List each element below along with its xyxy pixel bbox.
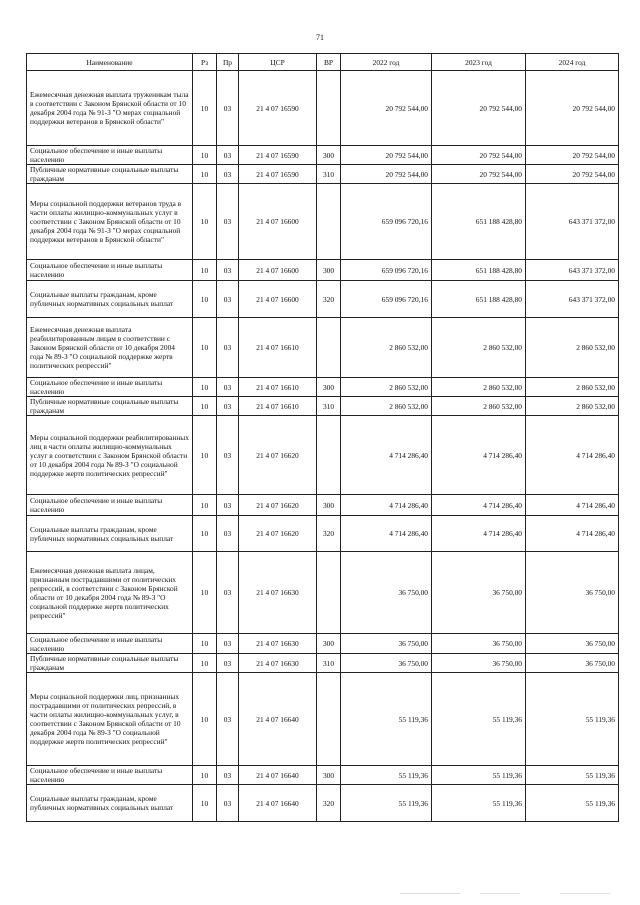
- cell-2023: 55 119,36: [432, 766, 526, 785]
- table-row: [27, 673, 619, 766]
- table-body: [27, 71, 619, 822]
- cell-name: Ежемесячная денежная выплата реабилитированным лицам в соответствии с Законом Брянской области от 10 декабря 2004 года № 89-З "О социальной поддержке жертв политических репрессий": [27, 318, 193, 378]
- table-row: [27, 785, 619, 822]
- cell-vr: 310: [317, 165, 341, 184]
- cell-pr: 03: [217, 416, 239, 495]
- cell-rz: 10: [193, 378, 217, 397]
- cell-vr: 310: [317, 654, 341, 673]
- cell-2023: 36 750,00: [432, 634, 526, 654]
- cell-vr: 300: [317, 766, 341, 785]
- cell-2024: 20 792 544,00: [526, 71, 619, 146]
- cell-2023: 2 860 532,00: [432, 378, 526, 397]
- cell-2024: 36 750,00: [526, 654, 619, 673]
- cell-csr: 21 4 07 16600: [239, 281, 317, 318]
- cell-2022: 55 119,36: [341, 766, 432, 785]
- cell-2024: 4 714 286,40: [526, 495, 619, 516]
- header-name: Наименование: [27, 54, 193, 71]
- cell-2022: 659 096 720,16: [341, 184, 432, 260]
- cell-2022: 659 096 720,16: [341, 260, 432, 281]
- cell-csr: 21 4 07 16620: [239, 495, 317, 516]
- table-row: [27, 71, 619, 146]
- cell-rz: 10: [193, 495, 217, 516]
- cell-pr: 03: [217, 184, 239, 260]
- cell-name: Ежемесячная денежная выплата труженикам тыла в соответствии с Законом Брянской области от 10 декабря 2004 года № 91-З "О мерах социальной поддержки ветеранов в Брянской области": [27, 71, 193, 146]
- table-row: [27, 416, 619, 495]
- table-row: [27, 552, 619, 634]
- cell-csr: 21 4 07 16610: [239, 318, 317, 378]
- cell-2024: 55 119,36: [526, 785, 619, 822]
- cell-2022: 659 096 720,16: [341, 281, 432, 318]
- cell-name: Меры социальной поддержки реабилитированных лиц в части оплаты жилищно-коммунальных услуг в соответствии с Законом Брянской области от 10 декабря 2004 года № 89-З "О социальной поддержке жертв политических репрессий": [27, 416, 193, 495]
- cell-2022: 20 792 544,00: [341, 146, 432, 165]
- cell-2023: 20 792 544,00: [432, 71, 526, 146]
- cell-2023: 4 714 286,40: [432, 495, 526, 516]
- cell-pr: 03: [217, 146, 239, 165]
- cell-csr: 21 4 07 16640: [239, 673, 317, 766]
- cell-vr: 300: [317, 634, 341, 654]
- cell-pr: 03: [217, 495, 239, 516]
- cell-2024: 2 860 532,00: [526, 378, 619, 397]
- cell-rz: 10: [193, 318, 217, 378]
- cell-rz: 10: [193, 184, 217, 260]
- cell-2024: 643 371 372,00: [526, 281, 619, 318]
- cell-rz: 10: [193, 71, 217, 146]
- cell-rz: 10: [193, 165, 217, 184]
- cell-name: Публичные нормативные социальные выплаты гражданам: [27, 397, 193, 416]
- cell-2024: 55 119,36: [526, 673, 619, 766]
- table-row: [27, 281, 619, 318]
- header-2022: 2022 год: [341, 54, 432, 71]
- cell-name: Публичные нормативные социальные выплаты гражданам: [27, 654, 193, 673]
- table-row: [27, 654, 619, 673]
- cell-pr: 03: [217, 378, 239, 397]
- cell-rz: 10: [193, 260, 217, 281]
- table-row: [27, 318, 619, 378]
- cell-pr: 03: [217, 785, 239, 822]
- cell-2024: 643 371 372,00: [526, 184, 619, 260]
- cell-vr: 320: [317, 785, 341, 822]
- cell-pr: 03: [217, 673, 239, 766]
- cell-vr: 320: [317, 281, 341, 318]
- cell-2023: 2 860 532,00: [432, 318, 526, 378]
- cell-pr: 03: [217, 516, 239, 552]
- table-row: [27, 516, 619, 552]
- cell-vr: [317, 318, 341, 378]
- cell-rz: 10: [193, 416, 217, 495]
- cell-2023: 2 860 532,00: [432, 397, 526, 416]
- cell-2022: 4 714 286,40: [341, 495, 432, 516]
- table-row: [27, 165, 619, 184]
- cell-name: Социальное обеспечение и иные выплаты населению: [27, 378, 193, 397]
- cell-pr: 03: [217, 165, 239, 184]
- cell-2023: 36 750,00: [432, 552, 526, 634]
- cell-pr: 03: [217, 654, 239, 673]
- cell-csr: 21 4 07 16630: [239, 552, 317, 634]
- cell-rz: 10: [193, 673, 217, 766]
- cell-pr: 03: [217, 552, 239, 634]
- cell-csr: 21 4 07 16620: [239, 516, 317, 552]
- cell-rz: 10: [193, 281, 217, 318]
- cell-name: Социальные выплаты гражданам, кроме публичных нормативных социальных выплат: [27, 785, 193, 822]
- cell-2022: 36 750,00: [341, 634, 432, 654]
- scan-artifact: [480, 893, 520, 894]
- cell-2024: 20 792 544,00: [526, 146, 619, 165]
- cell-2022: 55 119,36: [341, 673, 432, 766]
- cell-2023: 651 188 428,80: [432, 184, 526, 260]
- header-pr: Пр: [217, 54, 239, 71]
- cell-name: Социальное обеспечение и иные выплаты населению: [27, 634, 193, 654]
- cell-pr: 03: [217, 634, 239, 654]
- cell-2023: 20 792 544,00: [432, 146, 526, 165]
- cell-2024: 36 750,00: [526, 552, 619, 634]
- cell-rz: 10: [193, 785, 217, 822]
- cell-2022: 20 792 544,00: [341, 71, 432, 146]
- cell-2023: 55 119,36: [432, 785, 526, 822]
- cell-vr: 300: [317, 495, 341, 516]
- cell-vr: [317, 416, 341, 495]
- cell-vr: [317, 552, 341, 634]
- cell-2024: 643 371 372,00: [526, 260, 619, 281]
- cell-2024: 36 750,00: [526, 634, 619, 654]
- page-number: 71: [316, 33, 324, 42]
- cell-name: Социальные выплаты гражданам, кроме публичных нормативных социальных выплат: [27, 281, 193, 318]
- cell-name: Публичные нормативные социальные выплаты гражданам: [27, 165, 193, 184]
- header-vr: ВР: [317, 54, 341, 71]
- cell-2023: 20 792 544,00: [432, 165, 526, 184]
- cell-rz: 10: [193, 146, 217, 165]
- cell-2023: 55 119,36: [432, 673, 526, 766]
- cell-rz: 10: [193, 397, 217, 416]
- cell-vr: 300: [317, 260, 341, 281]
- cell-vr: 320: [317, 516, 341, 552]
- cell-pr: 03: [217, 260, 239, 281]
- cell-csr: 21 4 07 16610: [239, 397, 317, 416]
- table-row: [27, 397, 619, 416]
- cell-pr: 03: [217, 318, 239, 378]
- scan-artifact: [560, 893, 610, 894]
- cell-2023: 36 750,00: [432, 654, 526, 673]
- cell-2022: 36 750,00: [341, 552, 432, 634]
- cell-csr: 21 4 07 16640: [239, 766, 317, 785]
- cell-2024: 55 119,36: [526, 766, 619, 785]
- cell-vr: 300: [317, 146, 341, 165]
- cell-csr: 21 4 07 16610: [239, 378, 317, 397]
- cell-rz: 10: [193, 516, 217, 552]
- cell-csr: 21 4 07 16630: [239, 654, 317, 673]
- cell-2022: 55 119,36: [341, 785, 432, 822]
- cell-name: Меры социальной поддержки ветеранов труда в части оплаты жилищно-коммунальных услуг в соответствии с Законом Брянской области от 10 декабря 2004 года № 91-З "О мерах социальной поддержки ветеранов в Брянской области": [27, 184, 193, 260]
- table-row: [27, 184, 619, 260]
- table-row: [27, 634, 619, 654]
- cell-pr: 03: [217, 397, 239, 416]
- cell-2023: 4 714 286,40: [432, 516, 526, 552]
- cell-vr: [317, 673, 341, 766]
- cell-csr: 21 4 07 16600: [239, 184, 317, 260]
- cell-2023: 651 188 428,80: [432, 260, 526, 281]
- cell-name: Ежемесячная денежная выплата лицам, признанным пострадавшими от политических репрессий, в соответствии с Законом Брянской области от 10 декабря 2004 года № 89-З "О социальной поддержке жертв политических репрессий": [27, 552, 193, 634]
- cell-pr: 03: [217, 281, 239, 318]
- cell-vr: [317, 71, 341, 146]
- cell-vr: [317, 184, 341, 260]
- cell-2023: 651 188 428,80: [432, 281, 526, 318]
- table-row: [27, 146, 619, 165]
- cell-name: Социальное обеспечение и иные выплаты населению: [27, 146, 193, 165]
- cell-name: Социальное обеспечение и иные выплаты населению: [27, 766, 193, 785]
- cell-2024: 2 860 532,00: [526, 318, 619, 378]
- cell-vr: 300: [317, 378, 341, 397]
- cell-csr: 21 4 07 16590: [239, 146, 317, 165]
- cell-2024: 4 714 286,40: [526, 516, 619, 552]
- cell-2022: 4 714 286,40: [341, 416, 432, 495]
- cell-csr: 21 4 07 16600: [239, 260, 317, 281]
- cell-2022: 4 714 286,40: [341, 516, 432, 552]
- cell-name: Социальное обеспечение и иные выплаты населению: [27, 260, 193, 281]
- cell-csr: 21 4 07 16630: [239, 634, 317, 654]
- cell-rz: 10: [193, 654, 217, 673]
- cell-vr: 310: [317, 397, 341, 416]
- header-rz: Рз: [193, 54, 217, 71]
- cell-2022: 36 750,00: [341, 654, 432, 673]
- table-row: [27, 378, 619, 397]
- table-row: [27, 766, 619, 785]
- cell-2022: 2 860 532,00: [341, 318, 432, 378]
- cell-name: Меры социальной поддержки лиц, признанных пострадавшими от политических репрессий, в части оплаты жилищно-коммунальных услуг, в соответствии с Законом Брянской области от 10 декабря 2004 года № 89-З "О социальной поддержке жертв политических репрессий": [27, 673, 193, 766]
- header-2023: 2023 год: [432, 54, 526, 71]
- cell-name: Социальное обеспечение и иные выплаты населению: [27, 495, 193, 516]
- budget-table: [26, 53, 619, 822]
- cell-2024: 4 714 286,40: [526, 416, 619, 495]
- cell-2023: 4 714 286,40: [432, 416, 526, 495]
- cell-csr: 21 4 07 16640: [239, 785, 317, 822]
- cell-2022: 20 792 544,00: [341, 165, 432, 184]
- cell-csr: 21 4 07 16590: [239, 165, 317, 184]
- cell-2022: 2 860 532,00: [341, 397, 432, 416]
- cell-2024: 20 792 544,00: [526, 165, 619, 184]
- cell-rz: 10: [193, 766, 217, 785]
- cell-2024: 2 860 532,00: [526, 397, 619, 416]
- cell-rz: 10: [193, 634, 217, 654]
- header-2024: 2024 год: [526, 54, 619, 71]
- table-row: [27, 495, 619, 516]
- scan-artifact: [400, 893, 460, 894]
- cell-name: Социальные выплаты гражданам, кроме публичных нормативных социальных выплат: [27, 516, 193, 552]
- cell-2022: 2 860 532,00: [341, 378, 432, 397]
- header-csr: ЦСР: [239, 54, 317, 71]
- cell-pr: 03: [217, 71, 239, 146]
- cell-csr: 21 4 07 16620: [239, 416, 317, 495]
- cell-csr: 21 4 07 16590: [239, 71, 317, 146]
- cell-pr: 03: [217, 766, 239, 785]
- cell-rz: 10: [193, 552, 217, 634]
- table-header-row: [27, 54, 619, 71]
- table-row: [27, 260, 619, 281]
